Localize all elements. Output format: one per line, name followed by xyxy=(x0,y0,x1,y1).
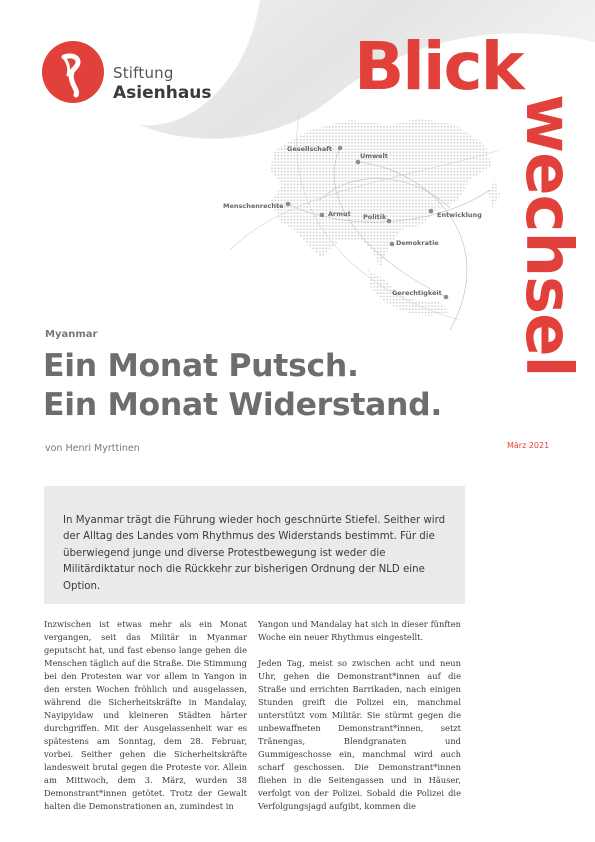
map-label-gesellschaft: Gesellschaft xyxy=(287,145,333,153)
issue-date: März 2021 xyxy=(507,441,550,450)
body-paragraph: Jeden Tag, meist so zwischen acht und neun Uhr, gehen die Demonstrant*innen auf die Straße und errichten Barrikaden, nach einigen Stunden greift die Polizei ein, manchmal unterstützt vom Militär. Sie stürmt gegen die unbewaffneten Demonstrant*innen, setzt Tränengas, Blendgranaten und Gummigeschosse ein, manchmal wird auch scharf geschossen. Die Demonstrant*innen fliehen in die Seitengassen und in Häuser, verfolgt von der Polizei. Sobald die Polizei die Verfolgungsjagd aufgibt, kommen die xyxy=(258,658,461,811)
stiftung-asienhaus-logo-icon xyxy=(42,41,104,103)
map-label-entwicklung: Entwicklung xyxy=(437,211,482,219)
map-label-demokratie: Demokratie xyxy=(396,239,439,247)
map-label-umwelt: Umwelt xyxy=(360,152,388,160)
map-label-politik: Politik xyxy=(363,213,387,221)
article-author: von Henri Myrttinen xyxy=(45,443,140,454)
asia-dot-map-illustration xyxy=(200,90,510,330)
series-title-wechsel-container xyxy=(510,94,585,438)
map-label-armut: Armut xyxy=(328,210,351,218)
series-title-blick: Blick xyxy=(354,28,523,105)
body-column-left xyxy=(44,618,247,826)
headline-line-2: Ein Monat Widerstand. xyxy=(43,387,443,423)
lead-paragraph-box xyxy=(44,486,465,604)
headline-line-1: Ein Monat Putsch. xyxy=(43,348,359,384)
body-column-right xyxy=(258,618,461,826)
section-label: Myanmar xyxy=(45,329,98,340)
series-title-wechsel: wechsel xyxy=(511,94,585,377)
logo-text-asienhaus: Asienhaus xyxy=(113,83,212,103)
map-label-menschenrechte: Menschenrechte xyxy=(223,202,284,210)
body-paragraph: Inzwischen ist etwas mehr als ein Monat vergangen, seit das Militär in Myanmar geputscht hat, und fast ebenso lange gehen die Menschen täglich auf die Straße. Die Stimmung bei den Protesten war vor allem in Yangon in den ersten Wochen fröhlich und ausgelassen, während die Sicherheitskräfte in Mandalay, Nayipyidaw und kleineren Städten härter durchgriffen. Mit der Ausgelassenheit war es spätestens am Sonntag, dem 28. Februar, vorbei. Seither gehen die Sicherheitskräfte landesweit brutal gegen die Proteste vor. Allein am Mittwoch, dem 3. März, wurden 38 Demonstrant*innen getötet. Trotz der Gewalt halten die Demonstrationen an, zumindest in xyxy=(44,619,247,811)
logo-text-stiftung: Stiftung xyxy=(113,64,174,82)
body-paragraph: Yangon und Mandalay hat sich in dieser fünften Woche ein neuer Rhythmus eingestellt. xyxy=(258,619,461,642)
lead-paragraph: In Myanmar trägt die Führung wieder hoch geschnürte Stiefel. Seither wird der Alltag des Landes vom Rhythmus des Widerstands bestimmt. Für die überwiegend junge und diverse Protestbewegung ist weder die Militärdiktatur noch die Rückkehr zur bisherigen Ordnung der NLD eine Option. xyxy=(63,515,446,592)
map-label-gerechtigkeit: Gerechtigkeit xyxy=(392,289,442,297)
article-headline xyxy=(43,347,442,425)
